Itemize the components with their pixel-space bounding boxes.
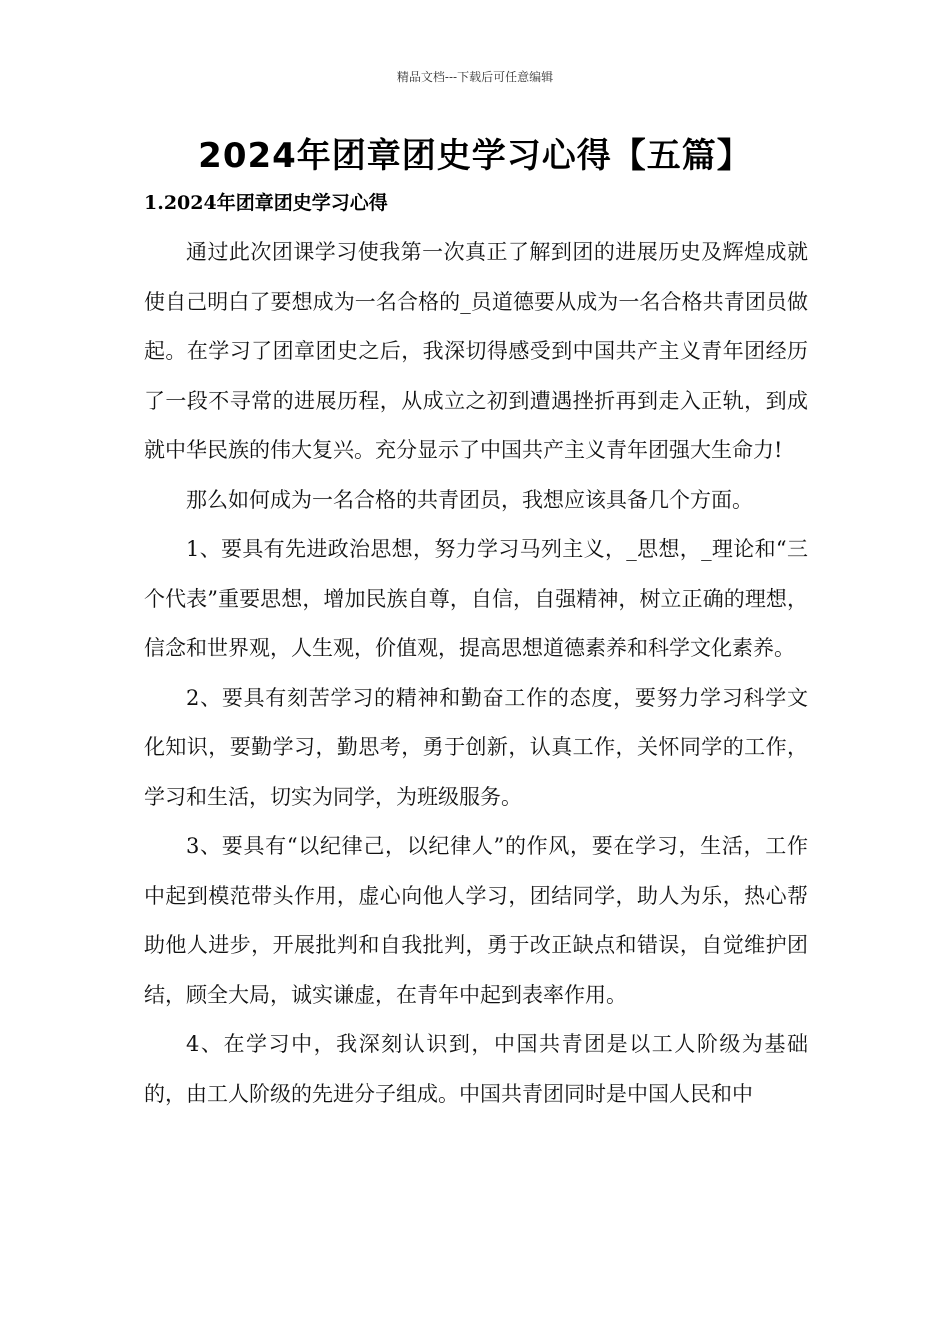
paragraph: 3、要具有“以纪律己，以纪律人”的作风，要在学习，生活，工作中起到模范带头作用，虚心向他人学习，团结同学，助人为乐，热心帮助他人进步，开展批判和自我批判，勇于改正缺点和错误，自觉维护团结，顾全大局，诚实谦虚，在青年中起到表率作用。 xyxy=(144,834,808,1007)
document-body xyxy=(144,228,808,1119)
document-title: 2024年团章团史学习心得【五篇】 xyxy=(198,136,752,176)
paragraph: 1、要具有先进政治思想，努力学习马列主义，_思想，_理论和“三个代表”重要思想，增加民族自尊，自信，自强精神，树立正确的理想，信念和世界观，人生观，价值观，提高思想道德素养和科学文化素养。 xyxy=(144,537,808,660)
paragraph: 那么如何成为一名合格的共青团员，我想应该具备几个方面。 xyxy=(186,487,753,512)
paragraph: 通过此次团课学习使我第一次真正了解到团的进展历史及辉煌成就使自己明白了要想成为一名合格的_员道德要从成为一名合格共青团员做起。在学习了团章团史之后，我深切得感受到中国共产主义青年团经历了一段不寻常的进展历程，从成立之初到遭遇挫折再到走入正轨，到成就中华民族的伟大复兴。充分显示了中国共产主义青年团强大生命力! xyxy=(144,240,808,462)
paragraph: 2、要具有刻苦学习的精神和勤奋工作的态度，要努力学习科学文化知识，要勤学习，勤思考，勇于创新，认真工作，关怀同学的工作，学习和生活，切实为同学，为班级服务。 xyxy=(144,685,808,809)
page-header-note: 精品文档---下载后可任意编辑 xyxy=(396,70,554,84)
paragraph: 4、在学习中，我深刻认识到，中国共青团是以工人阶级为基础的，由工人阶级的先进分子组成。中国共青团同时是中国人民和中 xyxy=(144,1032,808,1106)
section-heading: 1.2024年团章团史学习心得 xyxy=(144,192,388,214)
